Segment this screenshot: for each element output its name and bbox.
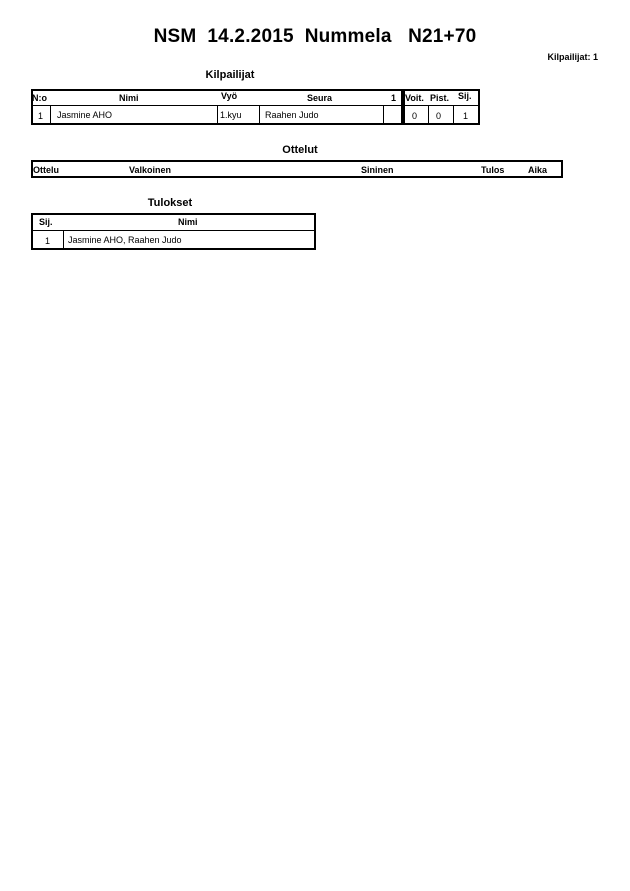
col-header-points: Pist. (430, 93, 450, 103)
matches-table (31, 160, 563, 178)
col-header-result-name: Nimi (178, 217, 198, 227)
col-divider (428, 105, 429, 125)
col-header-blue: Sininen (361, 165, 394, 175)
competitor-rank: 1 (463, 111, 469, 121)
competitor-no: 1 (38, 111, 44, 121)
col-divider (453, 105, 454, 125)
col-header-name: Nimi (119, 93, 139, 103)
results-table (31, 213, 316, 250)
competitor-points: 0 (436, 111, 442, 121)
competitors-table (31, 89, 480, 125)
competitor-wins: 0 (412, 111, 418, 121)
matches-heading: Ottelut (282, 144, 318, 156)
col-header-wins: Voit. (405, 93, 424, 103)
col-header-no: N:o (32, 93, 47, 103)
col-divider (63, 230, 64, 250)
result-name: Jasmine AHO, Raahen Judo (68, 235, 182, 245)
results-header-divider (33, 230, 314, 231)
col-divider (259, 105, 260, 125)
results-heading: Tulokset (147, 197, 193, 209)
result-rank: 1 (45, 236, 51, 246)
col-header-white: Valkoinen (129, 165, 172, 175)
col-header-result: Tulos (481, 165, 505, 175)
competitors-heading: Kilpailijat (205, 69, 255, 81)
col-header-club: Seura (307, 93, 333, 103)
col-divider (217, 105, 218, 125)
col-header-round: 1 (391, 93, 397, 103)
competitor-name: Jasmine AHO (57, 110, 113, 120)
col-divider (383, 105, 384, 125)
col-header-rank: Sij. (458, 91, 472, 101)
col-header-result-rank: Sij. (39, 217, 53, 227)
col-header-match: Ottelu (33, 165, 59, 175)
competitor-count: Kilpailijat: 1 (547, 52, 598, 62)
competitor-club: Raahen Judo (265, 110, 319, 120)
competitor-belt: 1.kyu (220, 110, 242, 120)
col-divider (50, 105, 51, 125)
page-title: NSM 14.2.2015 Nummela N21+70 (153, 26, 477, 47)
col-header-belt: Vyö (221, 91, 238, 101)
col-header-time: Aika (528, 165, 548, 175)
competitors-header-divider (31, 105, 480, 106)
